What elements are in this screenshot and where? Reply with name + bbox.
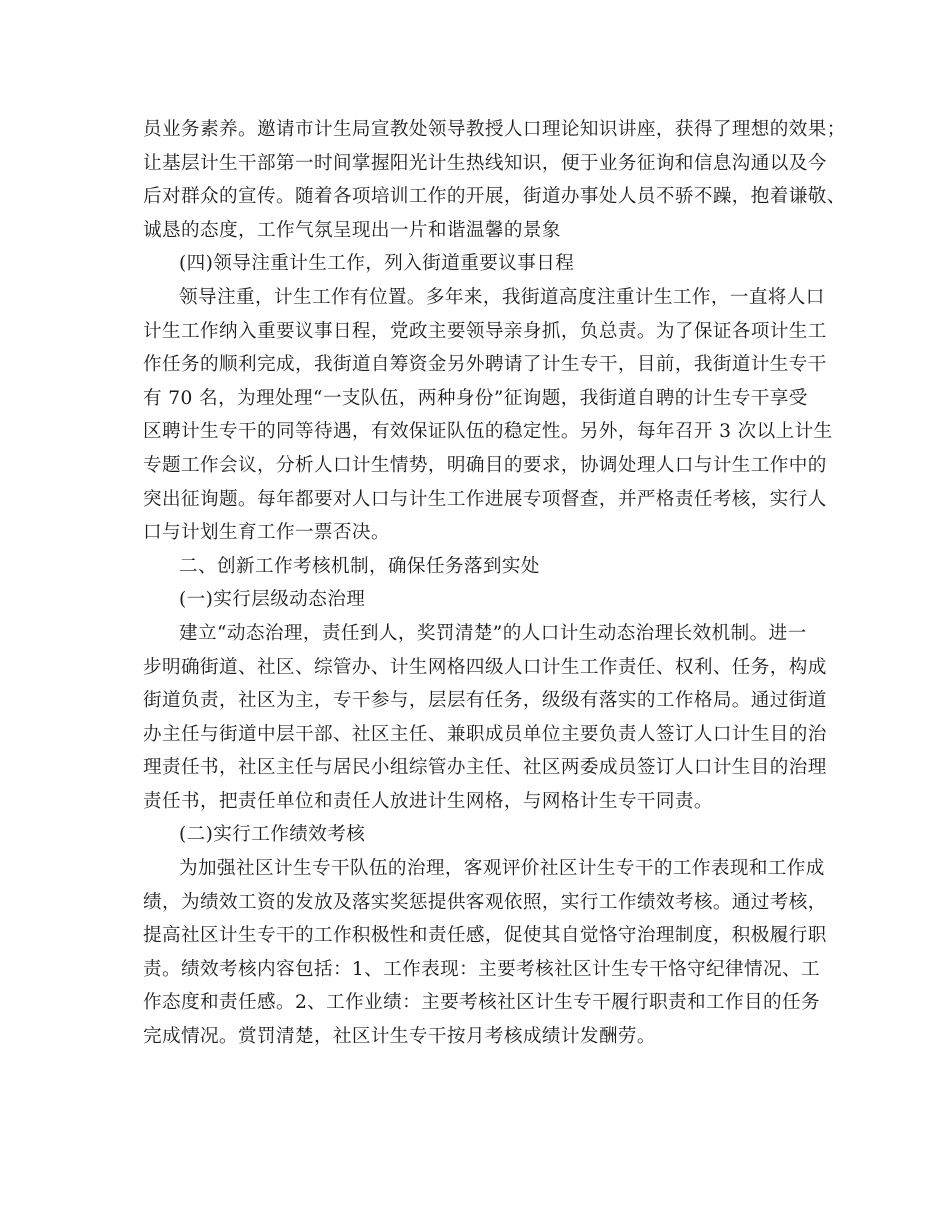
text-line: 作态度和责任感。2、工作业绩：主要考核社区计生专干履行职责和工作目的任务 (143, 992, 821, 1014)
text-line: 诚恳的态度，工作气氛呈现出一片和谐温馨的景象 (143, 219, 561, 241)
text-line: 让基层计生干部第一时间掌握阳光计生热线知识，便于业务征询和信息沟通以及今 (143, 152, 827, 174)
document-body (143, 113, 846, 1054)
text-line: 街道负责，社区为主，专干参与，层层有任务，级级有落实的工作格局。通过街道 (143, 690, 827, 712)
text-line: 专题工作会议，分析人口计生情势，明确目的要求，协调处理人口与计生工作中的 (143, 454, 827, 476)
text-line: 绩，为绩效工资的发放及落实奖惩提供客观依照，实行工作绩效考核。通过考核， (143, 891, 827, 913)
text-line: 作任务的顺利完成，我街道自筹资金另外聘请了计生专干，目前，我街道计生专干 (143, 354, 827, 376)
text-line: 后对群众的宣传。随着各项培训工作的开展，街道办事处人员不骄不躁，抱着谦敬、 (143, 186, 846, 208)
subsection-heading: (二)实行工作绩效考核 (179, 824, 366, 846)
text-line: 口与计划生育工作一票否决。 (143, 522, 390, 544)
text-line: 区聘计生专干的同等待遇，有效保证队伍的稳定性。另外，每年召开 3 次以上计生 (143, 421, 833, 443)
text-line: 理责任书，社区主任与居民小组综管办主任、社区两委成员签订人口计生目的治理 (143, 757, 827, 779)
text-line: 提高社区计生专干的工作积极性和责任感，促使其自觉恪守治理制度，积极履行职 (143, 925, 827, 947)
section-heading: 二、创新工作考核机制，确保任务落到实处 (179, 555, 540, 577)
subsection-heading: (一)实行层级动态治理 (179, 589, 366, 611)
text-line: 计生工作纳入重要议事日程，党政主要领导亲身抓，负总责。为了保证各项计生工 (143, 320, 827, 342)
text-line: 责。绩效考核内容包括：1、工作表现：主要考核社区计生专干恪守纪律情况、工 (143, 958, 821, 980)
text-line: 有 70 名，为理处理“一支队伍，两种身份”征询题，我街道自聘的计生专干享受 (143, 387, 808, 409)
section-heading: (四)领导注重计生工作，列入街道重要议事日程 (179, 253, 575, 275)
text-line: 步明确街道、社区、综管办、计生网格四级人口计生工作责任、权利、任务，构成 (143, 656, 827, 678)
text-line: 完成情况。赏罚清楚，社区计生专干按月考核成绩计发酬劳。 (143, 1026, 656, 1048)
text-line: 突出征询题。每年都要对人口与计生工作进展专项督查，并严格责任考核，实行人 (143, 488, 827, 510)
text-line: 责任书，把责任单位和责任人放进计生网格，与网格计生专干同责。 (143, 790, 713, 812)
paragraph-start: 领导注重，计生工作有位置。多年来，我街道高度注重计生工作，一直将人口 (179, 286, 825, 308)
text-line: 员业务素养。邀请市计生局宣教处领导教授人口理论知识讲座，获得了理想的效果； (143, 119, 846, 140)
paragraph-start: 建立“动态治理，责任到人，奖罚清楚”的人口计生动态治理长效机制。进一 (179, 622, 807, 644)
paragraph-start: 为加强社区计生专干队伍的治理，客观评价社区计生专干的工作表现和工作成 (179, 858, 825, 880)
text-line: 办主任与街道中层干部、社区主任、兼职成员单位主要负责人签订人口计生目的治 (143, 723, 827, 745)
